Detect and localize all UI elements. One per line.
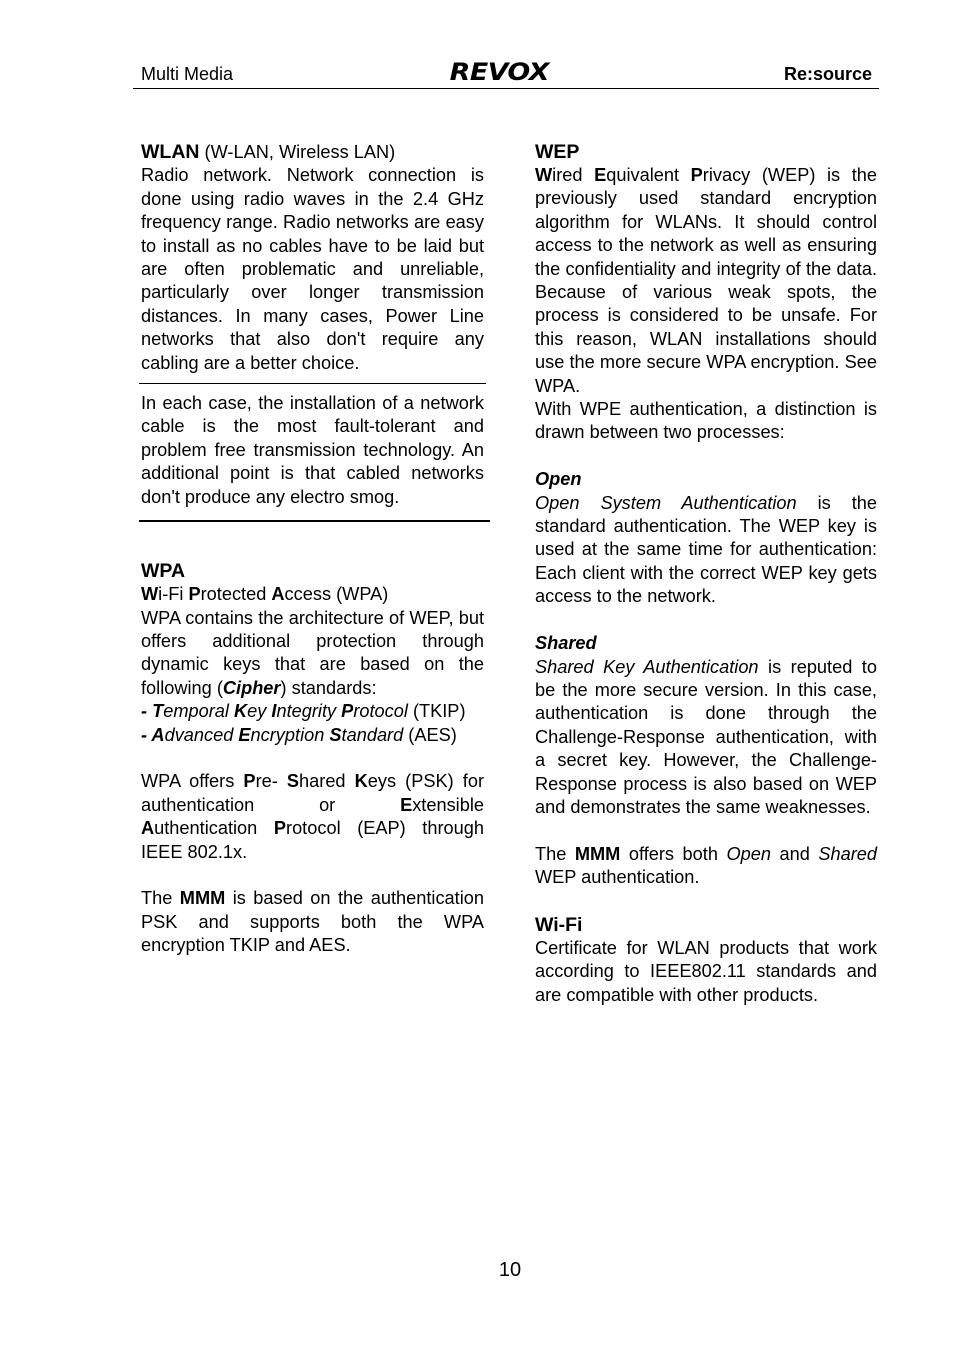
wifi-heading: Wi-Fi xyxy=(535,913,583,936)
mmm-paragraph: The MMM is based on the authentication PSK and supports both the WPA encryption TKIP and AES. xyxy=(141,888,484,956)
wlan-description: Radio network. Network connection is done using radio waves in the 2.4 GHz frequency range. Radio networks are easy to install as no cables have to be laid but are often problematic and unreliable, particularly over longer transmission distances. In many cases, Power Line networks that also don't require any cabling are a better choice. xyxy=(141,165,484,373)
wpa-heading: WPA xyxy=(141,560,186,583)
wep-definition: Wired Equivalent Privacy (WEP) is the previously used standard encryption algorithm for WLANs. It should control access to the network as well as ensuring the confidentiality and integrity of the data. Because of various weak spots, the process is considered to be unsafe. For this reason, WLAN installations should use the more secure WPA encryption. See WPA. xyxy=(535,165,877,396)
wpa-definition: Wi-Fi Protected Access (WPA) xyxy=(141,584,389,605)
wlan-heading: WLAN (W-LAN, Wireless LAN) xyxy=(141,141,396,163)
tkip-item: - Temporal Key Integrity Protocol (TKIP) xyxy=(141,701,466,722)
wifi-description: Certificate for WLAN products that work according to IEEE802.11 standards and are compatible with other products. xyxy=(535,937,877,1005)
right-column xyxy=(535,140,877,1007)
wep-heading: WEP xyxy=(535,141,580,163)
open-heading: Open xyxy=(535,469,582,490)
header-section-title: Multi Media xyxy=(141,64,234,84)
aes-item: - Advanced Encryption Standard (AES) xyxy=(141,724,457,745)
divider xyxy=(139,383,486,384)
wep-authentication-intro: With WPE authentication, a distinction is drawn between two processes: xyxy=(535,399,877,443)
page-number: 10 xyxy=(498,1259,522,1281)
shared-heading: Shared xyxy=(535,633,597,654)
shared-description: Shared Key Authentication is reputed to be the more secure version. In this case, authentication is done through the Challenge-Response authentication, with a secret key. However, the Challenge-Response process is also based on WEP and demonstrates the same weaknesses. xyxy=(535,656,877,817)
wlan-note: In each case, the installation of a network cable is the most fault-tolerant and problem free transmission technology. An additional point is that cabled networks don't produce any electro smog. xyxy=(141,393,484,507)
page-header xyxy=(133,60,879,89)
open-description: Open System Authentication is the standard authentication. The WEP key is used at the same time for authentication: Each client with the correct WEP key gets access to the network. xyxy=(535,492,877,607)
mmm-wep-paragraph: The MMM offers both Open and Shared WEP authentication. xyxy=(535,843,877,888)
psk-paragraph: WPA offers Pre- Shared Keys (PSK) for authentication or Extensible Authentication Protocol (EAP) through IEEE 802.1x. xyxy=(141,771,484,862)
revox-logo: REVOX xyxy=(449,58,549,86)
header-product-name: Re:source xyxy=(783,64,872,84)
left-column xyxy=(141,140,484,958)
wpa-description: WPA contains the architecture of WEP, but offers additional protection through dynamic keys that are based on the following (Cipher) standards: xyxy=(141,607,484,698)
